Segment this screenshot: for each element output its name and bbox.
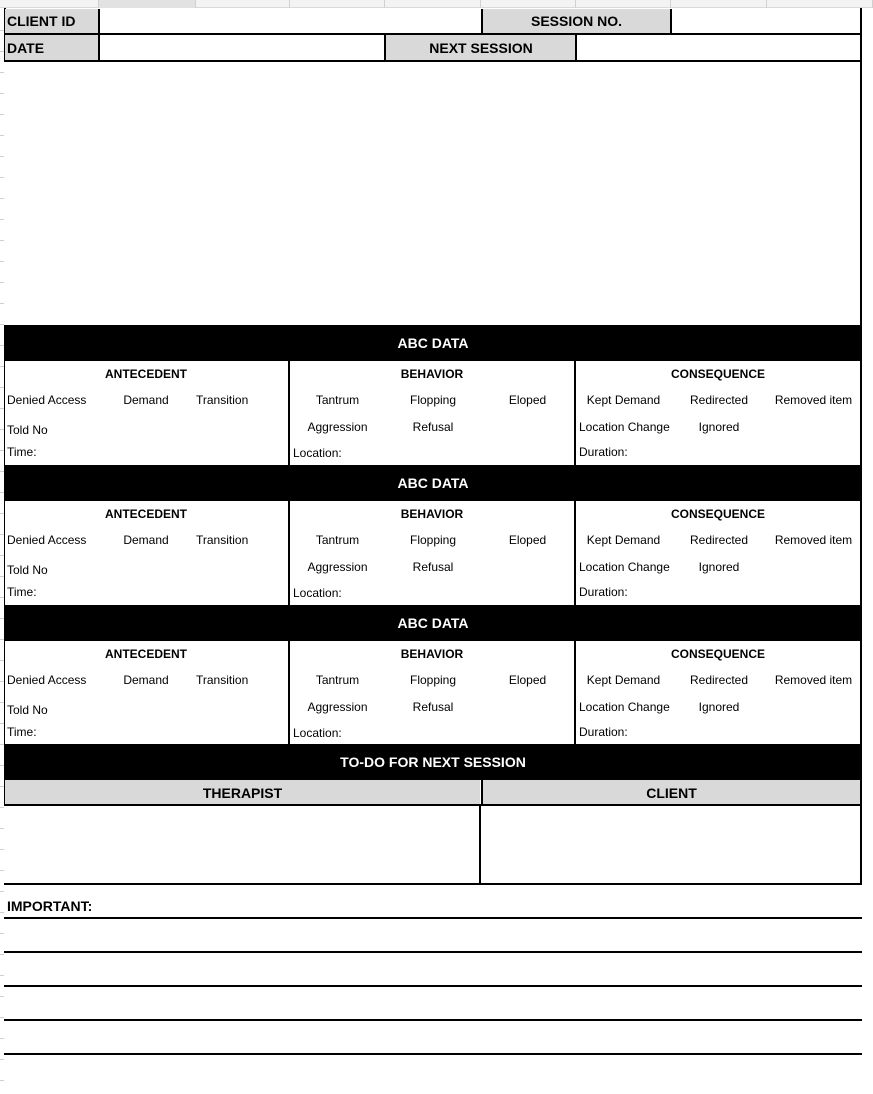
behavior-option[interactable]: Flopping <box>409 533 457 547</box>
behavior-option[interactable]: Refusal <box>412 420 454 434</box>
next-session-field[interactable] <box>575 35 860 60</box>
session-no-label: SESSION NO. <box>481 9 670 33</box>
behavior-option[interactable]: Aggression <box>307 700 368 714</box>
row-gutter-tick <box>0 1059 4 1060</box>
behavior-option[interactable]: Tantrum <box>315 393 360 407</box>
column-header[interactable] <box>671 0 767 8</box>
client-id-field[interactable] <box>98 9 481 33</box>
consequence-option[interactable]: Redirected <box>689 673 749 687</box>
consequence-option[interactable]: Kept Demand <box>586 533 661 547</box>
consequence-option[interactable]: Kept Demand <box>586 393 661 407</box>
antecedent-option[interactable]: Demand <box>123 533 169 547</box>
session-no-field[interactable] <box>670 9 860 33</box>
column-header[interactable] <box>4 0 99 8</box>
antecedent-option[interactable]: Transition <box>196 673 249 687</box>
todo-title: TO-DO FOR NEXT SESSION <box>4 744 862 780</box>
row-gutter-tick <box>0 891 4 892</box>
consequence-option[interactable]: Removed item <box>774 393 853 407</box>
consequence-option[interactable]: Removed item <box>774 673 853 687</box>
important-line[interactable] <box>4 985 862 987</box>
behavior-option[interactable]: Tantrum <box>315 533 360 547</box>
behavior-option[interactable]: Flopping <box>409 673 457 687</box>
row-gutter-tick <box>0 954 4 955</box>
consequence-option[interactable]: Removed item <box>774 533 853 547</box>
location-label: Location: <box>293 586 342 600</box>
antecedent-option[interactable]: Transition <box>196 393 249 407</box>
time-label: Time: <box>7 585 37 599</box>
behavior-option[interactable]: Refusal <box>412 560 454 574</box>
date-label: DATE <box>5 35 98 60</box>
client-id-label: CLIENT ID <box>5 9 98 33</box>
consequence-option[interactable]: Kept Demand <box>586 673 661 687</box>
important-line[interactable] <box>4 917 862 919</box>
antecedent-option[interactable]: Demand <box>123 393 169 407</box>
duration-label: Duration: <box>579 445 628 459</box>
row-gutter-tick <box>0 1017 4 1018</box>
consequence-option[interactable]: Location Change <box>579 700 670 714</box>
important-label: IMPORTANT: <box>7 898 93 914</box>
time-label: Time: <box>7 445 37 459</box>
abc-data-title: ABC DATA <box>4 325 862 361</box>
row-gutter-tick <box>0 912 4 913</box>
column-header[interactable] <box>385 0 481 8</box>
antecedent-heading: ANTECEDENT <box>104 647 187 661</box>
antecedent-heading: ANTECEDENT <box>104 507 187 521</box>
antecedent-option[interactable]: Demand <box>123 673 169 687</box>
behavior-heading: BEHAVIOR <box>400 507 464 521</box>
behavior-heading: BEHAVIOR <box>400 367 464 381</box>
location-label: Location: <box>293 446 342 460</box>
abc-data-title: ABC DATA <box>4 605 862 641</box>
divider <box>4 883 480 885</box>
consequence-option[interactable]: Redirected <box>689 533 749 547</box>
consequence-heading: CONSEQUENCE <box>670 367 765 381</box>
consequence-heading: CONSEQUENCE <box>670 507 765 521</box>
important-line[interactable] <box>4 1053 862 1055</box>
consequence-option[interactable]: Ignored <box>698 700 740 714</box>
antecedent-option[interactable]: Denied Access <box>7 533 87 547</box>
column-header[interactable] <box>290 0 385 8</box>
row-gutter-tick <box>0 975 4 976</box>
behavior-option[interactable]: Aggression <box>307 420 368 434</box>
antecedent-option[interactable]: Transition <box>196 533 249 547</box>
important-line[interactable] <box>4 1019 862 1021</box>
time-label: Time: <box>7 725 37 739</box>
row-gutter-tick <box>0 1038 4 1039</box>
date-field[interactable] <box>98 35 385 60</box>
consequence-heading: CONSEQUENCE <box>670 647 765 661</box>
consequence-option[interactable]: Redirected <box>689 393 749 407</box>
consequence-option[interactable]: Location Change <box>579 420 670 434</box>
behavior-option[interactable]: Tantrum <box>315 673 360 687</box>
antecedent-option[interactable]: Told No <box>7 423 48 437</box>
behavior-option[interactable]: Refusal <box>412 700 454 714</box>
row-gutter-tick <box>0 933 4 934</box>
column-header[interactable] <box>99 0 196 8</box>
row-gutter-tick <box>0 996 4 997</box>
antecedent-heading: ANTECEDENT <box>104 367 187 381</box>
antecedent-option[interactable]: Denied Access <box>7 673 87 687</box>
behavior-option[interactable]: Aggression <box>307 560 368 574</box>
antecedent-option[interactable]: Denied Access <box>7 393 87 407</box>
row-gutter-tick <box>0 1080 4 1081</box>
client-label: CLIENT <box>481 780 862 805</box>
next-session-label: NEXT SESSION <box>384 35 576 60</box>
behavior-option[interactable]: Eloped <box>508 533 547 547</box>
behavior-option[interactable]: Eloped <box>508 673 547 687</box>
abc-data-title: ABC DATA <box>4 465 862 501</box>
column-header[interactable] <box>196 0 290 8</box>
column-header[interactable] <box>767 0 873 8</box>
column-header[interactable] <box>481 0 576 8</box>
antecedent-option[interactable]: Told No <box>7 563 48 577</box>
therapist-label: THERAPIST <box>4 780 480 805</box>
therapist-todo-field[interactable] <box>4 806 480 883</box>
important-line[interactable] <box>4 951 862 953</box>
client-todo-field[interactable] <box>479 806 862 885</box>
location-label: Location: <box>293 726 342 740</box>
column-header[interactable] <box>576 0 671 8</box>
behavior-option[interactable]: Flopping <box>409 393 457 407</box>
duration-label: Duration: <box>579 585 628 599</box>
antecedent-option[interactable]: Told No <box>7 703 48 717</box>
behavior-option[interactable]: Eloped <box>508 393 547 407</box>
consequence-option[interactable]: Location Change <box>579 560 670 574</box>
session-notes-area[interactable] <box>4 60 862 325</box>
consequence-option[interactable]: Ignored <box>698 420 740 434</box>
behavior-heading: BEHAVIOR <box>400 647 464 661</box>
consequence-option[interactable]: Ignored <box>698 560 740 574</box>
duration-label: Duration: <box>579 725 628 739</box>
